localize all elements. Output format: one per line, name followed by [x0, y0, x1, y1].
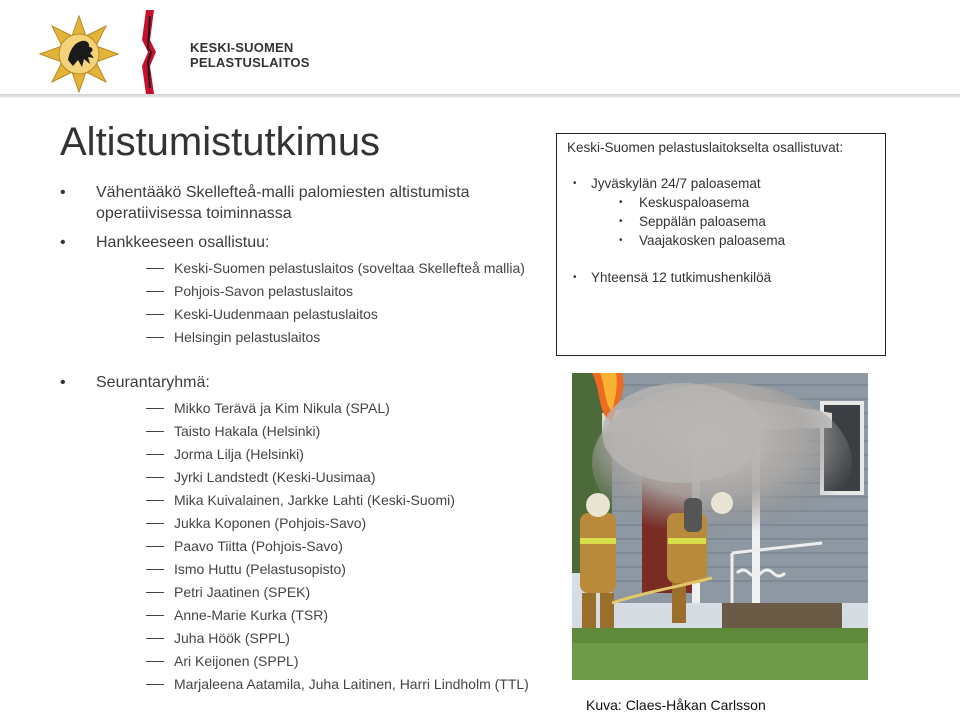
- list-item: [96, 397, 560, 420]
- station-text: Vaajakosken paloasema: [639, 233, 786, 248]
- bullet-icon: •: [619, 197, 623, 208]
- dash-icon: [146, 592, 164, 593]
- bullet-participants-text: Hankkeeseen osallistuu:: [96, 234, 270, 251]
- station-text: Keskuspaloasema: [639, 195, 750, 210]
- list-item: [96, 326, 540, 349]
- member-text: Taisto Hakala (Helsinki): [174, 423, 321, 439]
- bullet-icon: •: [619, 235, 623, 246]
- member-text: Ari Keijonen (SPPL): [174, 653, 299, 669]
- member-text: Jyrki Landstedt (Keski-Uusimaa): [174, 469, 376, 485]
- bullet-icon: •: [619, 216, 623, 227]
- bullet-icon: •: [573, 178, 577, 189]
- list-item: [96, 443, 560, 466]
- member-text: Jukka Koponen (Pohjois-Savo): [174, 515, 367, 531]
- bullet-icon: •: [60, 374, 66, 391]
- brand-stripe-icon: [140, 10, 158, 94]
- member-text: Marjaleena Aatamila, Juha Laitinen, Harri Lindholm (TTL): [174, 676, 529, 692]
- list-item: [96, 466, 560, 489]
- dash-icon: [146, 431, 164, 432]
- participant-text: Pohjois-Savon pelastuslaitos: [174, 283, 353, 299]
- dash-icon: [146, 268, 164, 269]
- member-text: Petri Jaatinen (SPEK): [174, 584, 311, 600]
- participant-list: [96, 257, 540, 349]
- list-item: [96, 420, 560, 443]
- dash-icon: [146, 638, 164, 639]
- member-text: Paavo Tiitta (Pohjois-Savo): [174, 538, 343, 554]
- bullet-icon: •: [60, 184, 66, 201]
- organization-name-line1: KESKI-SUOMEN: [190, 40, 294, 55]
- dash-icon: [146, 661, 164, 662]
- bullet-participants: [60, 232, 540, 349]
- info-box-item-text: Jyväskylän 24/7 paloasemat: [591, 176, 761, 191]
- list-item: [96, 489, 560, 512]
- list-item: [96, 280, 540, 303]
- firefighters-training-photo: [572, 373, 868, 680]
- list-item: [96, 604, 560, 627]
- project-bullet-list: [60, 182, 540, 349]
- dash-icon: [146, 454, 164, 455]
- info-box-heading: Keski-Suomen pelastuslaitokselta osallistuvat:: [567, 140, 844, 155]
- list-item: [96, 650, 560, 673]
- participant-text: Keski-Suomen pelastuslaitos (soveltaa Skellefteå mallia): [174, 260, 525, 276]
- bullet-question-text: Vähentääkö Skellefteå-malli palomiesten altistumista operatiivisessa toiminnassa: [96, 184, 470, 222]
- info-box-total: [567, 268, 875, 287]
- info-box-item: [567, 174, 875, 193]
- info-box-total-text: Yhteensä 12 tutkimushenkilöä: [591, 270, 772, 285]
- bullet-icon: •: [60, 234, 66, 251]
- station-item: [567, 193, 875, 212]
- bullet-icon: •: [573, 272, 577, 283]
- dash-icon: [146, 615, 164, 616]
- organization-name-line2: PELASTUSLAITOS: [190, 55, 310, 70]
- dash-icon: [146, 314, 164, 315]
- followup-label: Seurantaryhmä:: [96, 374, 210, 391]
- dash-icon: [146, 500, 164, 501]
- list-item: [96, 627, 560, 650]
- participant-text: Keski-Uudenmaan pelastuslaitos: [174, 306, 378, 322]
- dash-icon: [146, 291, 164, 292]
- member-text: Mika Kuivalainen, Jarkke Lahti (Keski-Suomi): [174, 492, 455, 508]
- slide-title: Altistumistutkimus: [60, 120, 381, 164]
- dash-icon: [146, 684, 164, 685]
- member-text: Anne-Marie Kurka (TSR): [174, 607, 329, 623]
- member-text: Jorma Lilja (Helsinki): [174, 446, 304, 462]
- list-item: [96, 257, 540, 280]
- member-text: Mikko Terävä ja Kim Nikula (SPAL): [174, 400, 390, 416]
- dash-icon: [146, 569, 164, 570]
- list-item: [96, 512, 560, 535]
- photo-caption: Kuva: Claes-Håkan Carlsson: [586, 697, 766, 712]
- dash-icon: [146, 477, 164, 478]
- station-item: [567, 231, 875, 250]
- station-text: Seppälän paloasema: [639, 214, 766, 229]
- station-item: [567, 212, 875, 231]
- list-item: [96, 581, 560, 604]
- member-text: Juha Höök (SPPL): [174, 630, 290, 646]
- header-divider: [0, 94, 960, 98]
- dash-icon: [146, 408, 164, 409]
- organization-name: [190, 40, 310, 70]
- list-item: [96, 558, 560, 581]
- followup-group-list: [60, 372, 560, 696]
- list-item: [96, 673, 560, 696]
- participant-text: Helsingin pelastuslaitos: [174, 329, 321, 345]
- dash-icon: [146, 546, 164, 547]
- list-item: [96, 303, 540, 326]
- rescue-department-logo-icon: [38, 14, 120, 94]
- list-item: [96, 535, 560, 558]
- dash-icon: [146, 523, 164, 524]
- bullet-followup: [60, 372, 560, 696]
- participation-info-box: [556, 133, 886, 356]
- member-text: Ismo Huttu (Pelastusopisto): [174, 561, 346, 577]
- bullet-question: [60, 182, 540, 232]
- followup-member-list: [96, 397, 560, 696]
- dash-icon: [146, 337, 164, 338]
